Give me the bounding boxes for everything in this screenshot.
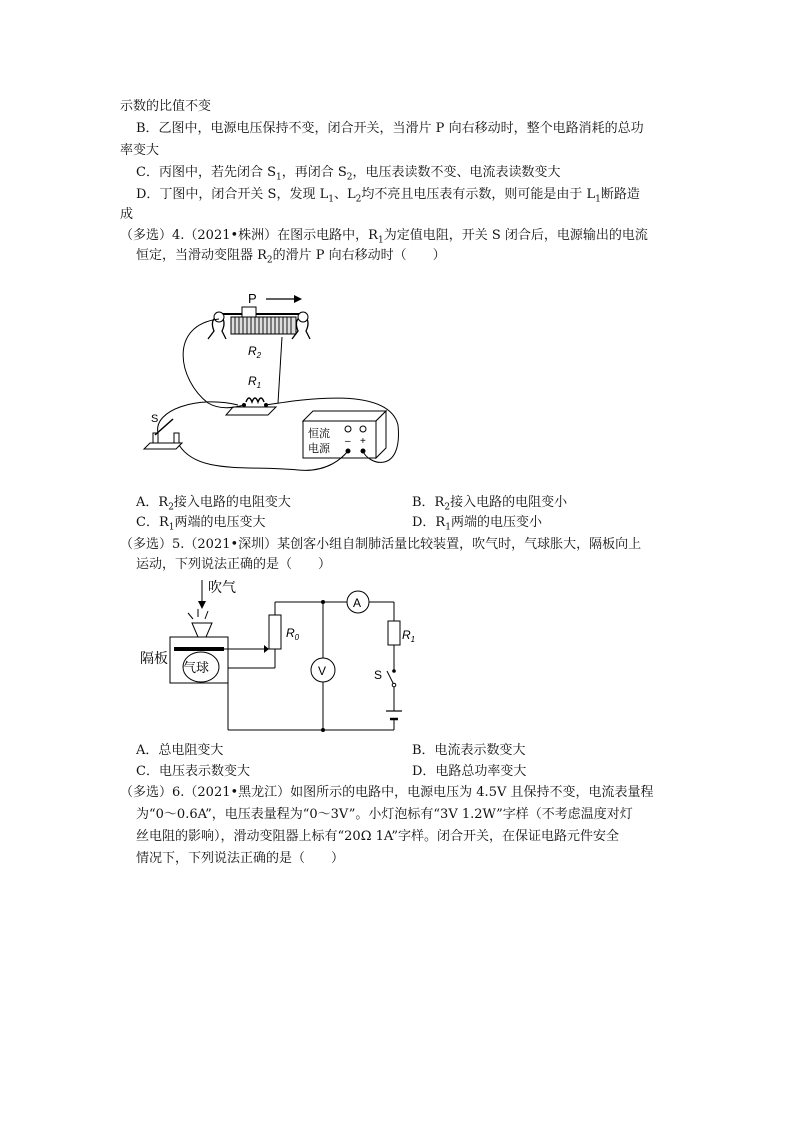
resistor-r0	[269, 615, 281, 649]
plate-label: 隔板	[140, 650, 168, 666]
q4-stem-line2: 恒定，当滑动变阻器 $R_2$的滑片 P 向右移动时（ ）	[136, 248, 446, 266]
q3-option-d: D．丁图中，闭合开关 S，发现 $L_1$、$L_2$均不亮且电压表有示数，则可能是由于 $L_1$断路造	[136, 187, 640, 205]
r1-label: $R_1$	[248, 374, 262, 390]
q6-stem-line1: （多选）6.（2021•黑龙江）如图所示的电路中，电源电压为 4.5V 且保持不变，电流表量程	[120, 785, 654, 800]
switch-s	[144, 419, 182, 449]
resistor-r1	[226, 398, 276, 415]
q5-option-d: D．电路总功率变大	[412, 764, 527, 779]
r2-label: $R_2$	[248, 344, 262, 360]
rheostat-r2	[208, 307, 310, 339]
q3-option-b: B．乙图中，电源电压保持不变，闭合开关，当滑片 P 向右移动时，整个电路消耗的总功	[136, 121, 644, 136]
q4-option-a: A．$R_2$接入电路的电阻变大	[136, 495, 291, 513]
q5-r1-label: $R_1$	[402, 628, 416, 644]
q5-switch-label: S	[374, 668, 383, 682]
svg-text:V: V	[318, 664, 327, 678]
q5-option-a: A．总电阻变大	[136, 743, 224, 758]
q6-stem-line3: 丝电阻的影响），滑动变阻器上标有“20Ω 1A”字样。闭合开关，在保证电路元件安全	[136, 829, 619, 844]
q5-option-b: B．电流表示数变大	[412, 743, 526, 758]
switch-s	[387, 669, 396, 687]
resistor-r1	[388, 621, 400, 645]
balloon-label: 气球	[183, 660, 210, 675]
slider-p-label: P	[248, 291, 257, 306]
q5-stem-line2: 运动，下列说法正确的是（ ）	[136, 557, 332, 572]
q6-stem-line2: 为“0～0.6A”，电压表量程为“0～3V”。小灯泡标有“3V 1.2W”字样（不考虑温度对灯	[136, 807, 633, 822]
svg-text:恒流: 恒流	[308, 428, 330, 440]
q5-option-c: C．电压表示数变大	[136, 764, 250, 779]
constant-current-source	[303, 411, 386, 458]
battery	[386, 711, 402, 719]
q3-option-b-cont: 率变大	[120, 143, 160, 158]
svg-text:A: A	[353, 596, 362, 610]
switch-s-label: S	[151, 413, 159, 425]
q4-option-d: D．$R_1$两端的电压变小	[412, 515, 542, 533]
r0-label: $R_0$	[286, 626, 300, 642]
svg-text:+: +	[360, 436, 366, 447]
q3-option-d-cont: 成	[120, 207, 134, 222]
q6-stem-line4: 情况下，下列说法正确的是（ ）	[136, 851, 345, 866]
partition-plate	[174, 647, 224, 651]
q4-stem-line1: （多选）4.（2021•株洲）在图示电路中，$R_1$为定值电阻，开关 S 闭合后，电源输出的电流	[120, 228, 648, 246]
q3-option-c: C．丙图中，若先闭合 $S_1$，再闭合 $S_2$，电压表读数不变、电流表读数变大	[136, 165, 561, 183]
q4-option-b: B．$R_2$接入电路的电阻变小	[412, 495, 568, 513]
q4-circuit-figure	[138, 285, 408, 485]
q3-continuation: 示数的比值不变	[120, 99, 212, 114]
q5-circuit-figure	[138, 575, 418, 740]
svg-text:–: –	[345, 436, 351, 447]
q5-stem-line1: （多选）5.（2021•深圳）某创客小组自制肺活量比较装置，吹气时，气球胀大，隔板向上	[120, 537, 642, 552]
q4-option-c: C．$R_1$两端的电压变大	[136, 515, 266, 533]
svg-text:电源: 电源	[308, 443, 330, 455]
blow-label: 吹气	[208, 579, 236, 595]
